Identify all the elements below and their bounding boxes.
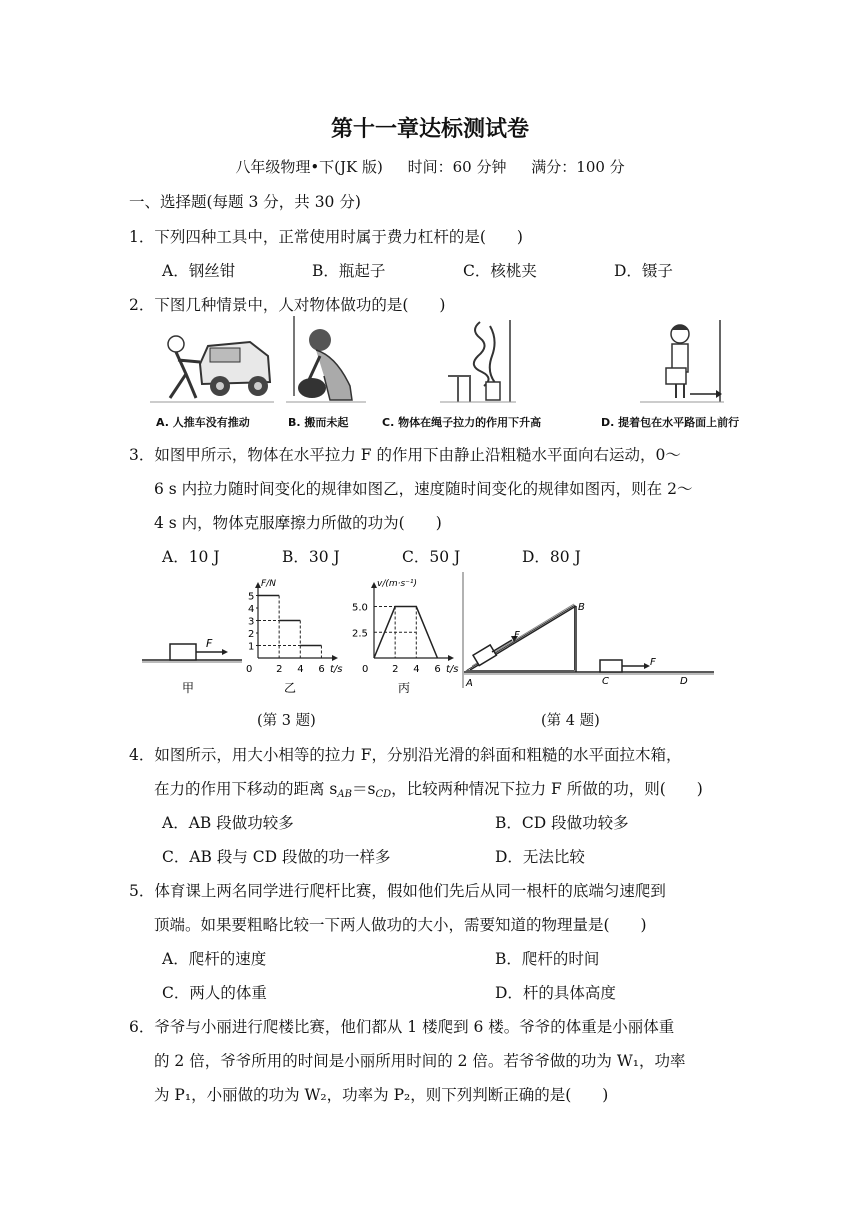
y-tick-label: 1 (248, 641, 255, 653)
q4-option-b: B．CD 段做功较多 (495, 814, 629, 832)
fig4-point-c: C (602, 676, 609, 687)
y-tick-label: 3 (248, 616, 255, 628)
fig3-bing-label: 丙 (398, 681, 411, 695)
fig3-caption: (第 3 题) (257, 713, 316, 729)
carry-bag-illustration (640, 316, 724, 408)
origin-label: 0 (362, 664, 369, 675)
question-4-line-1: 4．如图所示，用大小相等的拉力 F，分别沿光滑的斜面和粗糙的水平面拉木箱， (129, 746, 682, 764)
q1-option-a: A．钢丝钳 (162, 262, 236, 280)
question-4-line-2 (154, 777, 703, 800)
x-tick-label: 2 (276, 664, 283, 675)
x-axis-arrow (448, 655, 454, 661)
time-label: 时间：60 分钟 (407, 158, 507, 176)
fig3-yi-label: 乙 (284, 681, 297, 695)
question-5-line-1: 5．体育课上两名同学进行爬杆比赛，假如他们先后从同一根杆的底端匀速爬到 (129, 882, 666, 900)
fig3-force-label: F (206, 637, 213, 650)
q4-text-a: 在力的作用下移动的距离 s (154, 780, 338, 798)
q2-caption-c: C. 物体在绳子拉力的作用下升高 (382, 416, 542, 429)
y-axis-label: v/(m·s⁻¹) (377, 579, 418, 589)
grade-label: 八年级物理•下(JK 版) (235, 158, 383, 176)
q5-option-d: D．杆的具体高度 (495, 984, 616, 1002)
fig3-bing-chart (350, 572, 462, 696)
question-6-line-1: 6．爷爷与小丽进行爬楼比赛，他们都从 1 楼爬到 6 楼。爷爷的体重是小丽体重 (129, 1018, 675, 1036)
question-3-line-3: 4 s 内，物体克服摩擦力所做的功为( ) (154, 514, 442, 532)
q4-option-c: C．AB 段与 CD 段做的功一样多 (162, 848, 391, 866)
q1-option-c: C．核桃夹 (463, 262, 537, 280)
fig3-jia-block (142, 630, 242, 694)
fig3-yi-chart (240, 572, 344, 696)
question-3-line-2: 6 s 内拉力随时间变化的规律如图乙，速度随时间变化的规律如图丙，则在 2～ (154, 480, 693, 498)
q5-option-a: A．爬杆的速度 (162, 950, 267, 968)
rope-lift-illustration (440, 316, 516, 408)
fig4-point-d: D (680, 676, 688, 687)
fig4-point-b: B (578, 602, 585, 613)
q2-caption-d: D. 提着包在水平路面上前行 (601, 416, 740, 429)
q4-option-d: D．无法比较 (495, 848, 585, 866)
q1-option-b: B．瓶起子 (312, 262, 386, 280)
page-title: 第十一章达标测试卷 (330, 117, 529, 142)
x-axis-arrow (332, 655, 338, 661)
fig4-force-label-incline: F (514, 630, 520, 641)
q3-option-c: C．50 J (402, 548, 461, 566)
q4-sub-cd: CD (375, 789, 392, 800)
fig4-caption: (第 4 题) (541, 713, 600, 729)
fig4-point-a: A (466, 678, 473, 688)
q3-option-a: A．10 J (162, 548, 220, 566)
q3-option-d: D．80 J (522, 548, 581, 566)
x-tick-label: 6 (434, 664, 441, 675)
q2-caption-a: A. 人推车没有推动 (156, 416, 250, 429)
x-tick-label: 4 (413, 664, 420, 675)
q4-sub-ab: AB (337, 789, 352, 800)
x-axis-label: t/s (446, 664, 459, 675)
q5-option-b: B．爬杆的时间 (495, 950, 600, 968)
x-axis-label: t/s (330, 664, 343, 675)
q1-option-d: D．镊子 (614, 262, 673, 280)
section-heading: 一、选择题(每题 3 分，共 30 分) (129, 193, 361, 211)
lift-bag-illustration (286, 316, 366, 408)
y-axis-label: F/N (261, 579, 276, 589)
fig3-jia-label: 甲 (182, 681, 195, 694)
x-tick-label: 2 (392, 664, 399, 675)
question-6-line-2: 的 2 倍，爷爷所用的时间是小丽所用时间的 2 倍。若爷爷做的功为 W₁，功率 (154, 1052, 686, 1070)
fig4-force-label-flat: F (650, 657, 656, 668)
exam-info (0, 156, 860, 177)
origin-label: 0 (246, 664, 253, 675)
question-2-stem: 2．下图几种情景中，人对物体做功的是( ) (129, 296, 446, 314)
push-car-illustration (150, 316, 274, 408)
score-label: 满分：100 分 (531, 158, 625, 176)
y-tick-label: 2 (248, 629, 255, 640)
q4-text-c: ，比较两种情况下拉力 F 所做的功，则( ) (391, 780, 703, 798)
y-tick-label: 2.5 (352, 628, 368, 640)
q4-option-a: A．AB 段做功较多 (162, 814, 294, 832)
x-tick-label: 4 (297, 664, 304, 675)
q4-text-b: ＝s (351, 780, 376, 798)
fig4-incline-illustration (462, 572, 718, 688)
x-tick-label: 6 (318, 664, 325, 675)
question-3-line-1: 3．如图甲所示，物体在水平拉力 F 的作用下由静止沿粗糙水平面向右运动，0～ (129, 446, 681, 464)
q5-option-c: C．两人的体重 (162, 984, 267, 1002)
y-tick-label: 5.0 (352, 602, 368, 614)
question-6-line-3: 为 P₁，小丽做的功为 W₂，功率为 P₂，则下列判断正确的是( ) (154, 1086, 609, 1104)
q3-option-b: B．30 J (282, 548, 340, 566)
q2-caption-b: B. 搬而未起 (288, 416, 349, 429)
question-1-stem: 1．下列四种工具中，正常使用时属于费力杠杆的是( ) (129, 228, 523, 246)
question-5-line-2: 顶端。如果要粗略比较一下两人做功的大小，需要知道的物理量是( ) (154, 916, 647, 934)
y-tick-label: 5 (248, 591, 255, 603)
y-tick-label: 4 (248, 604, 255, 615)
